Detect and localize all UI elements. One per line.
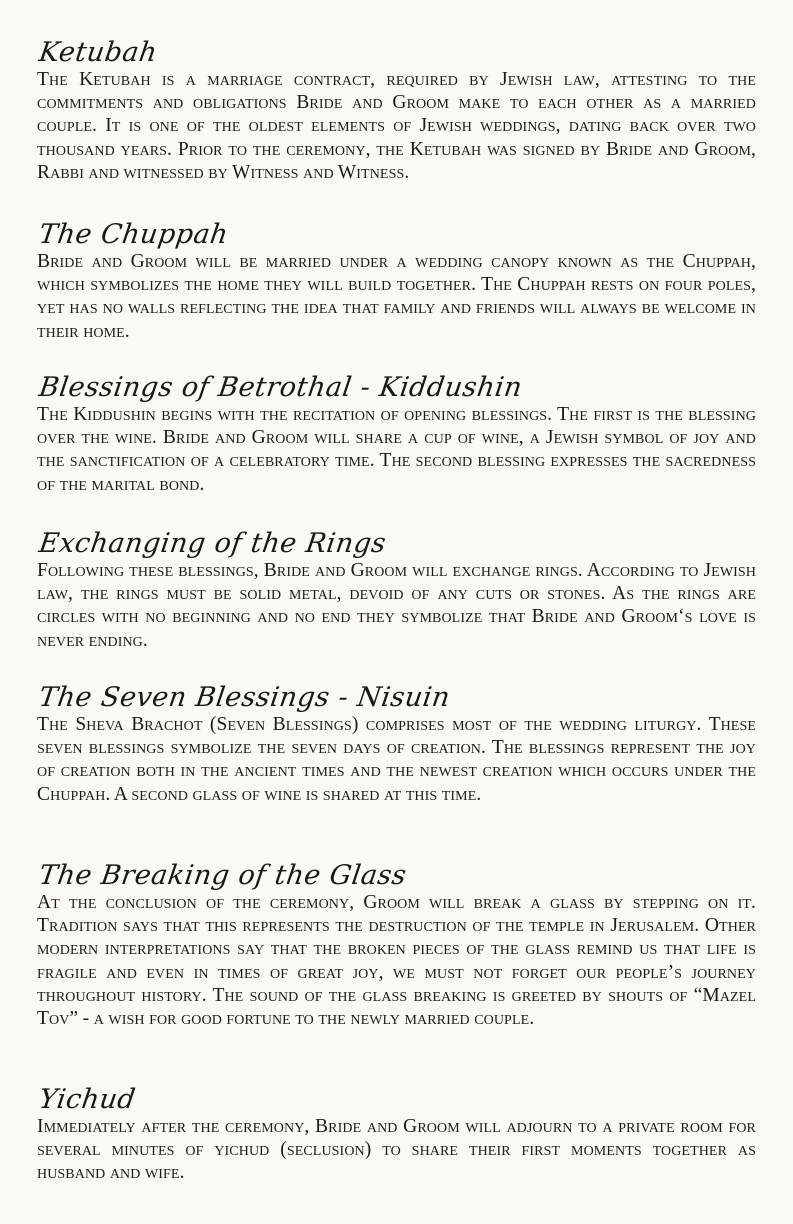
- section-title: The Chuppah: [37, 219, 231, 250]
- section-body: The Sheva Brachot (Seven Blessings) comprises most of the wedding liturgy. These seven blessings symbolize the seven days of creation. The blessings represent the joy of creation both in the ancient times and the newest creation which occurs under the Chuppah. A second glass of wine is shared at this time.: [37, 714, 756, 805]
- section-title: The Seven Blessings - Nisuin: [37, 682, 453, 713]
- section-title: Ketubah: [37, 37, 160, 68]
- section-title: The Breaking of the Glass: [37, 860, 409, 891]
- section-title: Exchanging of the Rings: [37, 528, 389, 559]
- section-title: Blessings of Betrothal - Kiddushin: [37, 372, 525, 403]
- section-body: Immediately after the ceremony, Bride and Groom will adjourn to a private room for several minutes of yichud (seclusion) to share their first moments together as husband and wife.: [37, 1116, 756, 1184]
- section-body: The Ketubah is a marriage contract, required by Jewish law, attesting to the commitments and obligations Bride and Groom make to each other as a married couple. It is one of the oldest elements of Jewish weddings, dating back over two thousand years. Prior to the ceremony, the Ketubah was signed by Bride and Groom, Rabbi and witnessed by Witness and Witness.: [37, 69, 756, 183]
- section-rings: [37, 529, 756, 652]
- section-kiddushin: [37, 373, 756, 496]
- section-body: Bride and Groom will be married under a wedding canopy known as the Chuppah, which symbolizes the home they will build together. The Chuppah rests on four poles, yet has no walls reflecting the idea that family and friends will always be welcome in their home.: [37, 251, 756, 342]
- section-yichud: [37, 1085, 756, 1185]
- section-title: Yichud: [37, 1084, 138, 1115]
- section-body: The Kiddushin begins with the recitation of opening blessings. The first is the blessing over the wine. Bride and Groom will share a cup of wine, a Jewish symbol of joy and the sanctification of a celebratory time. The second blessing expresses the sacredness of the marital bond.: [37, 404, 756, 495]
- section-ketubah: [37, 38, 756, 184]
- section-seven-blessings: [37, 683, 756, 806]
- section-chuppah: [37, 220, 756, 343]
- section-body: Following these blessings, Bride and Groom will exchange rings. According to Jewish law, the rings must be solid metal, devoid of any cuts or stones. As the rings are circles with no beginning and no end they symbolize that Bride and Groom‘s love is never ending.: [37, 560, 756, 651]
- section-breaking-glass: [37, 861, 756, 1030]
- section-body: At the conclusion of the ceremony, Groom will break a glass by stepping on it. Tradition says that this represents the destruction of the temple in Jerusalem. Other modern interpretations say that the broken pieces of the glass remind us that life is fragile and even in times of great joy, we must not forget our people’s journey throughout history. The sound of the glass breaking is greeted by shouts of “Mazel Tov” - a wish for good fortune to the newly married couple.: [37, 892, 756, 1030]
